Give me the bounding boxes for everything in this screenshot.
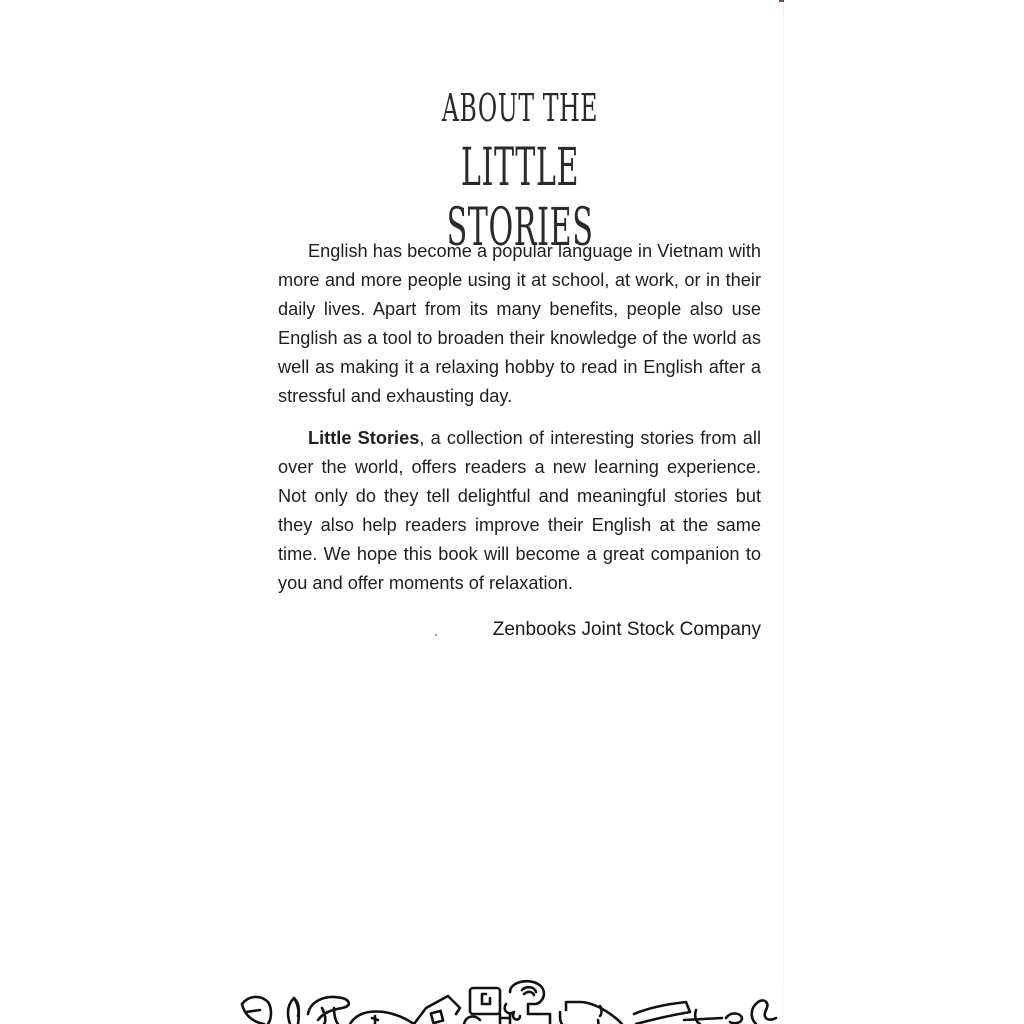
page-title-line-2: LITTLE STORIES xyxy=(446,138,594,258)
paragraph-2-text xyxy=(278,424,761,598)
corner-mark xyxy=(779,0,784,2)
doodle-border-illustration xyxy=(238,968,784,1024)
signature: Zenbooks Joint Stock Company xyxy=(492,619,761,640)
page-edge xyxy=(783,0,784,1024)
paragraph-2 xyxy=(278,424,761,598)
paragraph-2-body: , a collection of interesting stories from all over the world, offers readers a new learning experience. Not only do they tell delightful and meaningful stories but they also help readers improve their English at the same time. We hope this book will become a great companion to you and offer moments of relaxation. xyxy=(278,428,761,593)
page-title-line-1: ABOUT THE xyxy=(441,86,599,130)
paragraph-1-text: English has become a popular language in Vietnam with more and more people using it at school, at work, or in their daily lives. Apart from its many benefits, people also use English as a tool to broaden their knowledge of the world as well as making it a relaxing hobby to read in English after a stressful and exhausting day. xyxy=(278,241,761,406)
paragraph-1 xyxy=(278,237,761,411)
signature-dot xyxy=(435,634,437,636)
book-name-bold: Little Stories xyxy=(308,428,420,448)
